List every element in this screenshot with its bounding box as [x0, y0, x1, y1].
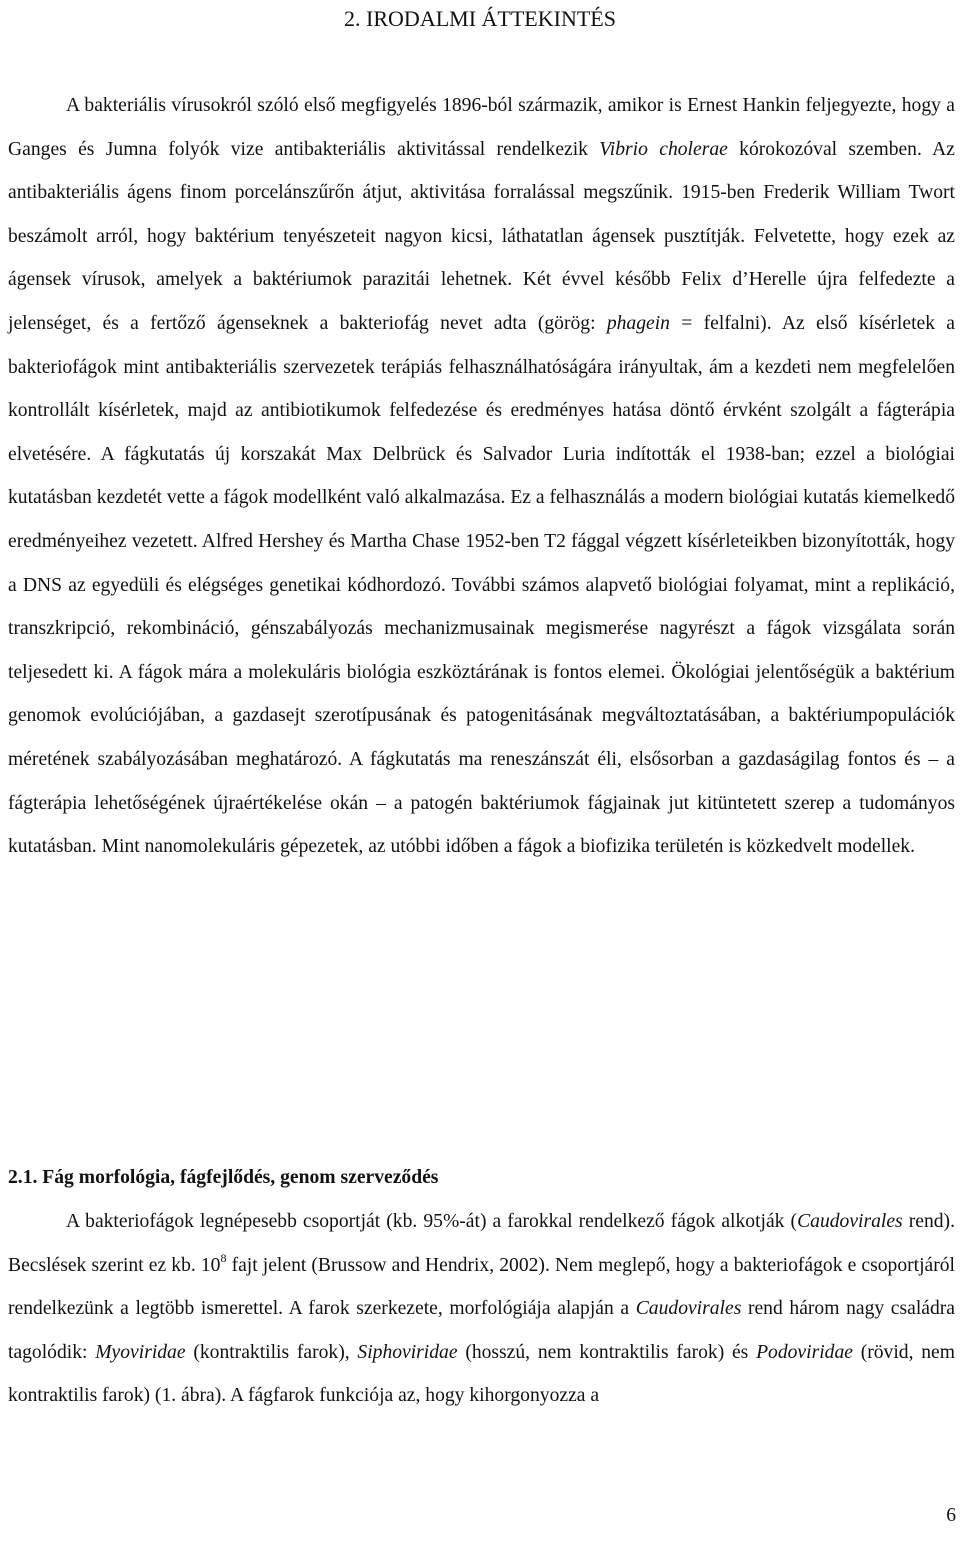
section-text-4: rend három nagy családra tagolódik:	[8, 1298, 955, 1363]
intro-text-1: A bakteriális vírusokról szóló első megfigyelés 1896-ból származik, amikor is Ernest Hankin feljegyezte, hogy a Ganges és Jumna folyók vize antibakteriális aktivitással rendelkezik	[8, 95, 955, 160]
page-number: 6	[946, 1505, 956, 1526]
intro-text-3: = felfalni). Az első kísérletek a bakteriofágok mint antibakteriális szervezetek terápiás felhasználhatóságára irányultak, ám a kezdeti nem megfelelően kontrollált kísérletek, majd az antibiotikumok felfedezése és eredményes hatása döntő érvként szolgált a fágterápia elvetésére. A fágkutatás új korszakát Max Delbrück és Salvador Luria indították el 1938-ban; ezzel a biológiai kutatásban kezdetét vette a fágok modellként való alkalmazása. Ez a felhasználás a modern biológiai kutatás kiemelkedő eredményeihez vezetett. Alfred Hershey és Martha Chase 1952-ben T2 fággal végzett kísérleteikben bizonyították, hogy a DNS az egyedüli és elégséges genetikai kódhordozó. További számos alapvető biológiai folyamat, mint a replikáció, transzkripció, rekombináció, génszabályozás mechanizmusainak megismerése nagyrészt a fágok vizsgálata során teljesedett ki. A fágok mára a molekuláris biológia eszköztárának is fontos elemei. Ökológiai jelentőségük a baktérium genomok evolúciójában, a gazdasejt szerotípusának és patogenitásának megváltoztatásában, a baktériumpopulációk méretének szabályozásában meghatározó. A fágkutatás ma reneszánszát éli, elsősorban a gazdaságilag fontos és – a fágterápia lehetőségének újraértékelése okán – a patogén baktériumok fágjainak jut kitüntetett szerep a tudományos kutatásban. Mint nanomolekuláris gépezetek, az utóbbi időben a fágok a biofizika területén is közkedvelt modellek.	[8, 312, 956, 858]
section-text-2: rend). Becslések szerint ez kb. 10	[8, 1211, 955, 1276]
exponent: 8	[220, 1250, 227, 1265]
section-heading: 2.1. Fág morfológia, fágfejlődés, genom szerveződés	[8, 1167, 439, 1188]
greek-term-phagein: phagein	[606, 312, 670, 334]
section-text-7: (rövid, nem kontraktilis farok) (1. ábra). A fágfarok funkciója az, hogy kihorgonyozza a	[8, 1341, 955, 1407]
species-name-vibrio: Vibrio cholerae	[599, 138, 728, 160]
chapter-title: 2. IRODALMI ÁTTEKINTÉS	[344, 6, 616, 31]
section-text-3: fajt jelent (Brussow and Hendrix, 2002). Nem meglepő, hogy a bakteriofágok e csoportjáról rendelkezünk a legtöbb ismerettel. A farok szerkezete, morfológiája alapján a	[8, 1254, 955, 1320]
taxon-siphoviridae: Siphoviridae	[357, 1341, 458, 1363]
taxon-podoviridae: Podoviridae	[756, 1341, 853, 1363]
taxon-myoviridae: Myoviridae	[95, 1341, 186, 1363]
intro-text-2: kórokozóval szemben. Az antibakteriális ágens finom porcelánszűrőn átjut, aktivitása forralással megszűnik. 1915-ben Frederik William Twort beszámolt arról, hogy baktérium tenyészeteit nagyon kicsi, láthatatlan ágensek pusztítják. Felvetette, hogy ezek az ágensek vírusok, amelyek a baktériumok parazitái lehetnek. Két évvel később Felix d’Herelle újra felfedezte a jelenséget, és a fertőző ágenseknek a bakteriofág nevet adta (görög:	[8, 138, 955, 334]
intro-paragraph	[8, 84, 955, 869]
section-text-1: A bakteriofágok legnépesebb csoportját (kb. 95%-át) a farokkal rendelkező fágok alkotják (	[66, 1211, 798, 1232]
taxon-caudovirales: Caudovirales	[797, 1211, 903, 1232]
section-paragraph	[8, 1200, 955, 1418]
taxon-caudovirales-2: Caudovirales	[635, 1298, 742, 1320]
section-text-5: (kontraktilis farok),	[185, 1341, 358, 1363]
section-text-6: (hosszú, nem kontraktilis farok) és	[457, 1341, 757, 1363]
